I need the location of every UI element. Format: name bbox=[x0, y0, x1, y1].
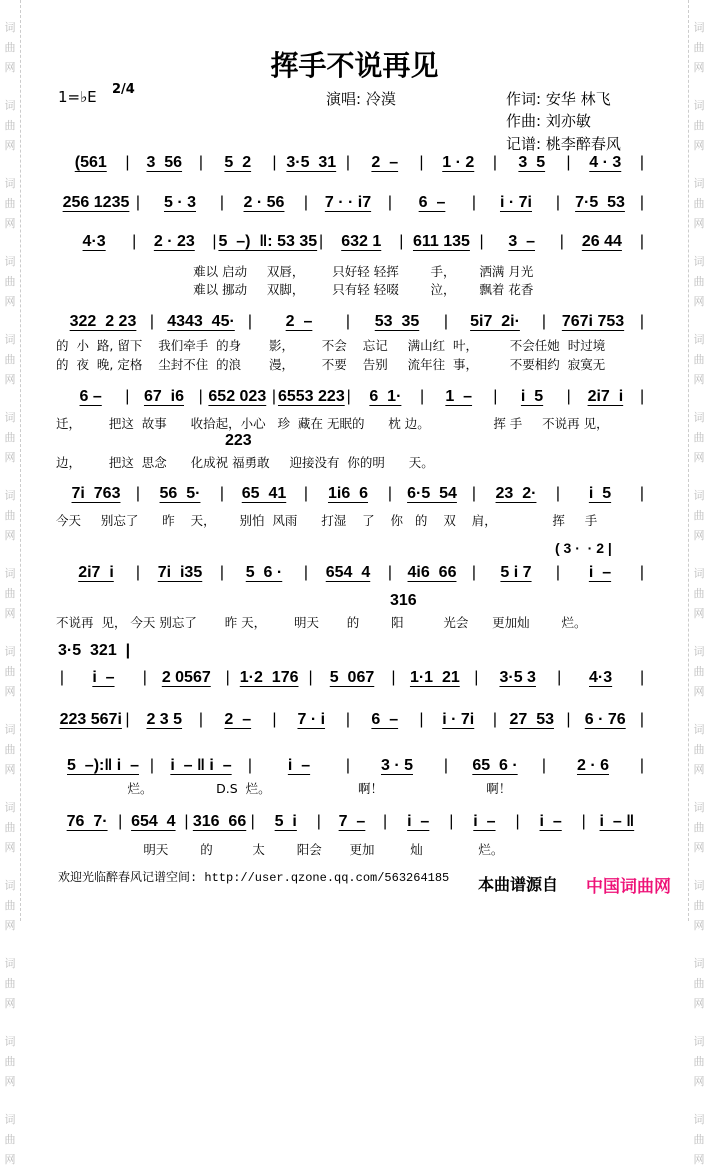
bar-line: | bbox=[198, 154, 204, 171]
composer: 作曲: 刘亦敏 bbox=[506, 112, 591, 130]
bar-line: | bbox=[493, 388, 498, 405]
bar-line: | bbox=[555, 485, 561, 502]
measure: 2 – bbox=[285, 313, 313, 330]
measure: 5 2 bbox=[224, 154, 252, 171]
watermark-char: 词 bbox=[4, 879, 16, 892]
notation-row bbox=[58, 386, 646, 408]
measure: 611 135 bbox=[412, 233, 470, 250]
watermark-char: 网 bbox=[4, 217, 16, 230]
watermark-char: 词 bbox=[4, 1113, 16, 1126]
measure: i – bbox=[92, 669, 115, 686]
watermark-char: 网 bbox=[693, 139, 705, 152]
lyricist: 作词: 安华 林飞 bbox=[506, 90, 611, 108]
notation-pre-row-8: 3·5 321 | bbox=[58, 642, 131, 659]
bar-line: | bbox=[471, 564, 477, 581]
watermark-char: 曲 bbox=[4, 743, 16, 756]
volta-notes: ( 3 · · 2 | bbox=[555, 540, 612, 556]
measure: 56 5· bbox=[159, 485, 201, 502]
measure: 2 · 23 bbox=[153, 233, 195, 250]
measure: 3 56 bbox=[146, 154, 183, 171]
watermark-char: 网 bbox=[4, 1153, 16, 1166]
measure: 4i6 66 bbox=[407, 564, 457, 581]
watermark-char: 词 bbox=[4, 1035, 16, 1048]
bar-line: | bbox=[419, 388, 425, 405]
watermark-char: 词 bbox=[4, 957, 16, 970]
watermark-char: 曲 bbox=[4, 899, 16, 912]
watermark-char: 词 bbox=[4, 255, 16, 268]
watermark-char: 词 bbox=[693, 567, 705, 580]
watermark-char: 网 bbox=[4, 763, 16, 776]
bar-line: | bbox=[149, 757, 155, 774]
watermark-char: 曲 bbox=[4, 509, 16, 522]
measure: i · 7i bbox=[442, 711, 475, 728]
watermark-char: 曲 bbox=[4, 197, 16, 210]
bar-line: | bbox=[303, 194, 309, 211]
bar-line: | bbox=[557, 669, 562, 686]
watermark-char: 曲 bbox=[693, 509, 705, 522]
bar-line: | bbox=[471, 485, 477, 502]
watermark-char: 词 bbox=[693, 1035, 705, 1048]
lyrics-line: 迁， 把这 故事 收拾起，小心 珍 藏在 无眠的 枕 边。 挥 手 不说再 见， bbox=[56, 416, 609, 431]
measure: 5 –) ‖: 53 35 bbox=[218, 233, 318, 250]
measure: 1·1 21 bbox=[409, 669, 460, 686]
watermark-char: 曲 bbox=[4, 665, 16, 678]
watermark-char: 网 bbox=[693, 373, 705, 386]
bar-line: | bbox=[59, 669, 65, 686]
watermark-char: 曲 bbox=[4, 353, 16, 366]
lyrics-line: 难以 挪动 双脚， 只有轻 轻啜 泣， 飘着 花香 bbox=[58, 282, 534, 297]
measure: 654 4 bbox=[325, 564, 371, 581]
measure: 1i6 6 bbox=[327, 485, 369, 502]
watermark-char: 词 bbox=[693, 1113, 705, 1126]
bar-line: | bbox=[346, 388, 351, 405]
bar-line: | bbox=[566, 388, 571, 405]
measure: 7 · i bbox=[297, 711, 326, 728]
notation-row bbox=[58, 709, 646, 731]
bar-line: | bbox=[449, 813, 454, 830]
watermark-char: 网 bbox=[693, 295, 705, 308]
alt-notes-316: 316 bbox=[390, 592, 417, 609]
measure: 6553 223 bbox=[277, 388, 345, 405]
measure: 2 – bbox=[224, 711, 252, 728]
bar-line: | bbox=[639, 313, 645, 330]
measure: 6·5 54 bbox=[407, 485, 457, 502]
measure: i – bbox=[407, 813, 430, 830]
measure: i 5 bbox=[588, 485, 612, 502]
watermark-char: 词 bbox=[4, 411, 16, 424]
bar-line: | bbox=[345, 313, 351, 330]
bar-line: | bbox=[219, 194, 225, 211]
bar-line: | bbox=[303, 564, 309, 581]
watermark-char: 曲 bbox=[693, 119, 705, 132]
bar-line: | bbox=[581, 813, 586, 830]
watermark-char: 词 bbox=[4, 645, 16, 658]
measure: 26 44 bbox=[581, 233, 622, 250]
measure: 223 567i bbox=[59, 711, 122, 728]
measure: 2i7 i bbox=[587, 388, 624, 405]
notation-row bbox=[58, 152, 646, 174]
watermark-char: 词 bbox=[4, 177, 16, 190]
song-title: 挥手不说再见 bbox=[270, 49, 439, 82]
bar-line: | bbox=[303, 485, 309, 502]
watermark-char: 曲 bbox=[4, 821, 16, 834]
watermark-char: 词 bbox=[693, 723, 705, 736]
bar-line: | bbox=[345, 711, 351, 728]
bar-line: | bbox=[639, 194, 645, 211]
lyrics-line: 今天 别忘了 昨 天， 别怕 风雨 打湿 了 你 的 双 肩， 挥 手 bbox=[56, 513, 598, 528]
bar-line: | bbox=[271, 388, 277, 405]
watermark-char: 曲 bbox=[693, 41, 705, 54]
bar-line: | bbox=[474, 669, 479, 686]
watermark-char: 词 bbox=[693, 957, 705, 970]
watermark-right bbox=[688, 0, 709, 1166]
watermark-char: 曲 bbox=[693, 275, 705, 288]
bar-line: | bbox=[399, 233, 404, 250]
time-signature: 2/4 bbox=[112, 82, 135, 97]
watermark-char: 词 bbox=[693, 801, 705, 814]
watermark-char: 曲 bbox=[4, 977, 16, 990]
measure: 3 5 bbox=[518, 154, 546, 171]
bar-line: | bbox=[132, 233, 137, 250]
watermark-char: 词 bbox=[4, 99, 16, 112]
watermark-char: 词 bbox=[4, 489, 16, 502]
bar-line: | bbox=[479, 233, 484, 250]
watermark-char: 网 bbox=[4, 61, 16, 74]
measure: i – bbox=[588, 564, 612, 581]
measure: 5 · 3 bbox=[163, 194, 196, 211]
bar-line: | bbox=[471, 194, 477, 211]
bar-line: | bbox=[559, 233, 564, 250]
watermark-char: 网 bbox=[693, 1075, 705, 1088]
measure: 316 66 bbox=[192, 813, 247, 830]
watermark-char: 词 bbox=[4, 723, 16, 736]
footer-note: 欢迎光临醉春风记谱空间: http://user.qzone.qq.com/563264185 bbox=[58, 871, 450, 885]
measure: 322 2 23 bbox=[69, 313, 137, 330]
measure: 6 1· bbox=[369, 388, 402, 405]
measure: i – bbox=[473, 813, 496, 830]
bar-line: | bbox=[198, 388, 203, 405]
bar-line: | bbox=[149, 313, 155, 330]
watermark-char: 网 bbox=[4, 919, 16, 932]
bar-line: | bbox=[555, 564, 561, 581]
watermark-char: 词 bbox=[4, 801, 16, 814]
watermark-char: 词 bbox=[4, 21, 16, 34]
bar-line: | bbox=[443, 757, 449, 774]
bar-line: | bbox=[198, 711, 204, 728]
source-label: 本曲谱源自 bbox=[478, 875, 559, 894]
measure: 2 – bbox=[371, 154, 399, 171]
measure: 2i7 i bbox=[78, 564, 114, 581]
watermark-char: 网 bbox=[693, 841, 705, 854]
bar-line: | bbox=[639, 564, 645, 581]
measure: 4 · 3 bbox=[589, 154, 622, 171]
watermark-char: 词 bbox=[693, 177, 705, 190]
bar-line: | bbox=[212, 233, 217, 250]
lyrics-line: 的 小 路, 留下 我们牵手 的身 影， 不会 忘记 满山红 叶， 不会任她 时过境 bbox=[56, 338, 606, 353]
measure: 65 41 bbox=[241, 485, 287, 502]
measure: 5i7 2i· bbox=[470, 313, 520, 330]
singer: 演唱: 冷漠 bbox=[326, 90, 396, 108]
measure: 7i i35 bbox=[157, 564, 203, 581]
bar-line: | bbox=[639, 757, 645, 774]
watermark-char: 网 bbox=[4, 997, 16, 1010]
watermark-char: 网 bbox=[4, 295, 16, 308]
bar-line: | bbox=[639, 485, 645, 502]
notation-row bbox=[58, 192, 646, 214]
watermark-char: 网 bbox=[693, 1153, 705, 1166]
bar-line: | bbox=[308, 669, 313, 686]
measure: 2 3 5 bbox=[146, 711, 183, 728]
measure: 7 – bbox=[338, 813, 366, 830]
watermark-char: 网 bbox=[4, 529, 16, 542]
bar-line: | bbox=[383, 813, 388, 830]
measure: 6 · 76 bbox=[584, 711, 626, 728]
watermark-char: 网 bbox=[4, 841, 16, 854]
measure: 4·3 bbox=[589, 669, 613, 686]
lyrics-line: 不说再 见， 今天 别忘了 昨 天， 明天 的 阳 光会 更加灿 烂。 bbox=[56, 615, 587, 630]
bar-line: | bbox=[125, 711, 130, 728]
measure: 256 1235 bbox=[62, 194, 130, 211]
lyrics-line: 难以 启动 双唇， 只好轻 轻挥 手， 洒满 月光 bbox=[58, 264, 534, 279]
bar-line: | bbox=[387, 194, 393, 211]
notation-row bbox=[58, 562, 646, 584]
watermark-char: 网 bbox=[693, 529, 705, 542]
watermark-char: 网 bbox=[4, 451, 16, 464]
bar-line: | bbox=[566, 154, 571, 171]
measure: 5 i bbox=[274, 813, 297, 830]
bar-line: | bbox=[135, 564, 141, 581]
bar-line: | bbox=[515, 813, 520, 830]
bar-line: | bbox=[639, 711, 645, 728]
watermark-char: 曲 bbox=[693, 899, 705, 912]
notation-row bbox=[58, 811, 646, 833]
lyrics-line: 的 夜 晚, 定格 尘封不住 的浪 漫， 不要 告别 流年往 事， 不要相约 寂寞无 bbox=[56, 357, 606, 372]
measure: 65 6 · bbox=[472, 757, 518, 774]
bar-line: | bbox=[387, 564, 393, 581]
measure: 2 0567 bbox=[161, 669, 211, 686]
watermark-char: 曲 bbox=[693, 821, 705, 834]
measure: 5 i 7 bbox=[500, 564, 532, 581]
watermark-char: 词 bbox=[693, 333, 705, 346]
measure: 6 – bbox=[371, 711, 399, 728]
notation-row bbox=[58, 311, 646, 333]
measure: 5 067 bbox=[329, 669, 375, 686]
measure: 4343 45· bbox=[167, 313, 235, 330]
watermark-left bbox=[0, 0, 21, 1166]
watermark-char: 网 bbox=[693, 607, 705, 620]
bar-line: | bbox=[219, 564, 225, 581]
bar-line: | bbox=[316, 813, 321, 830]
bar-line: | bbox=[419, 711, 424, 728]
measure: 3·5 3 bbox=[499, 669, 536, 686]
brand-logo: 中国词曲网 bbox=[586, 877, 671, 897]
bar-line: | bbox=[639, 388, 645, 405]
bar-line: | bbox=[125, 154, 130, 171]
bar-line: | bbox=[135, 194, 141, 211]
bar-line: | bbox=[387, 485, 393, 502]
measure: 652 023 bbox=[208, 388, 267, 405]
measure: 1 – bbox=[445, 388, 473, 405]
measure: 27 53 bbox=[509, 711, 554, 728]
measure: i – ‖ i – bbox=[170, 757, 232, 774]
measure: 2 · 6 bbox=[576, 757, 609, 774]
measure: 7·5 53 bbox=[575, 194, 625, 211]
watermark-char: 曲 bbox=[4, 119, 16, 132]
watermark-char: 词 bbox=[693, 879, 705, 892]
alt-notes-223: 223 bbox=[225, 432, 252, 449]
watermark-char: 网 bbox=[693, 919, 705, 932]
watermark-char: 网 bbox=[693, 217, 705, 230]
watermark-char: 词 bbox=[693, 21, 705, 34]
notation-row bbox=[58, 667, 646, 689]
measure: 67 i6 bbox=[143, 388, 184, 405]
measure: 632 1 bbox=[341, 233, 382, 250]
measure: 767i 753 bbox=[561, 313, 625, 330]
bar-line: | bbox=[247, 757, 253, 774]
measure: i – bbox=[287, 757, 311, 774]
watermark-char: 曲 bbox=[4, 41, 16, 54]
watermark-char: 网 bbox=[693, 61, 705, 74]
measure: i · 7i bbox=[499, 194, 532, 211]
bar-line: | bbox=[272, 154, 277, 171]
watermark-char: 网 bbox=[693, 763, 705, 776]
lyrics-line: 边， 把这 思念 化成祝 福勇敢 迎接没有 你的明 天。 bbox=[56, 455, 434, 470]
measure: 1·2 176 bbox=[239, 669, 299, 686]
measure: 3·5 31 bbox=[286, 154, 337, 171]
bar-line: | bbox=[541, 757, 547, 774]
watermark-char: 词 bbox=[693, 645, 705, 658]
measure: i – bbox=[539, 813, 562, 830]
bar-line: | bbox=[345, 154, 351, 171]
lyrics-line: 明天 的 太 阳会 更加 灿 烂。 bbox=[56, 842, 504, 857]
bar-line: | bbox=[184, 813, 189, 830]
bar-line: | bbox=[419, 154, 424, 171]
measure: 53 35 bbox=[374, 313, 420, 330]
watermark-char: 网 bbox=[693, 451, 705, 464]
watermark-char: 词 bbox=[693, 99, 705, 112]
bar-line: | bbox=[639, 669, 645, 686]
measure: 3 – bbox=[508, 233, 536, 250]
bar-line: | bbox=[247, 313, 253, 330]
bar-line: | bbox=[272, 711, 277, 728]
bar-line: | bbox=[142, 669, 147, 686]
watermark-char: 网 bbox=[4, 1075, 16, 1088]
measure: 4·3 bbox=[82, 233, 106, 250]
bar-line: | bbox=[345, 757, 351, 774]
watermark-char: 词 bbox=[693, 489, 705, 502]
watermark-char: 曲 bbox=[693, 197, 705, 210]
bar-line: | bbox=[492, 154, 498, 171]
watermark-char: 曲 bbox=[4, 1133, 16, 1146]
bar-line: | bbox=[566, 711, 571, 728]
notation-row bbox=[58, 231, 646, 253]
watermark-char: 曲 bbox=[693, 1055, 705, 1068]
watermark-char: 曲 bbox=[693, 743, 705, 756]
bar-line: | bbox=[135, 485, 141, 502]
watermark-char: 曲 bbox=[693, 431, 705, 444]
bar-line: | bbox=[639, 233, 645, 250]
watermark-char: 曲 bbox=[4, 1055, 16, 1068]
bar-line: | bbox=[225, 669, 230, 686]
watermark-char: 词 bbox=[693, 255, 705, 268]
bar-line: | bbox=[391, 669, 396, 686]
measure: 2 · 56 bbox=[243, 194, 285, 211]
bar-line: | bbox=[125, 388, 130, 405]
watermark-char: 词 bbox=[4, 567, 16, 580]
watermark-char: 网 bbox=[4, 685, 16, 698]
bar-line: | bbox=[555, 194, 561, 211]
bar-line: | bbox=[118, 813, 123, 830]
watermark-char: 曲 bbox=[693, 977, 705, 990]
watermark-char: 网 bbox=[4, 373, 16, 386]
watermark-char: 网 bbox=[4, 607, 16, 620]
watermark-char: 曲 bbox=[693, 587, 705, 600]
bar-line: | bbox=[639, 154, 645, 171]
bar-line: | bbox=[541, 313, 547, 330]
bar-line: | bbox=[319, 233, 324, 250]
watermark-char: 词 bbox=[4, 333, 16, 346]
notation-row bbox=[58, 755, 646, 777]
measure: 7 · · i7 bbox=[324, 194, 372, 211]
watermark-char: 曲 bbox=[693, 353, 705, 366]
bar-line: | bbox=[250, 813, 255, 830]
key-signature: 1=♭E bbox=[58, 88, 97, 106]
watermark-char: 曲 bbox=[693, 665, 705, 678]
measure: i – ‖ bbox=[599, 813, 635, 830]
watermark-char: 网 bbox=[693, 685, 705, 698]
bar-line: | bbox=[219, 485, 225, 502]
notation-row bbox=[58, 483, 646, 505]
lyrics-line: 烂。 D.S 烂。 啊！ 啊！ bbox=[56, 781, 512, 796]
watermark-char: 网 bbox=[693, 997, 705, 1010]
measure: 3 · 5 bbox=[380, 757, 413, 774]
watermark-char: 曲 bbox=[4, 587, 16, 600]
measure: (561 bbox=[74, 154, 107, 171]
measure: 1 · 2 bbox=[442, 154, 475, 171]
watermark-char: 曲 bbox=[4, 275, 16, 288]
watermark-char: 网 bbox=[4, 139, 16, 152]
measure: 23 2· bbox=[495, 485, 537, 502]
measure: 5 –):‖ i – bbox=[67, 757, 139, 774]
watermark-char: 词 bbox=[693, 411, 705, 424]
watermark-char: 曲 bbox=[693, 1133, 705, 1146]
measure: 7i 763 bbox=[71, 485, 121, 502]
measure: 5 6 · bbox=[245, 564, 283, 581]
transcriber: 记谱: 桃李醉春风 bbox=[506, 135, 621, 153]
watermark-char: 曲 bbox=[4, 431, 16, 444]
bar-line: | bbox=[443, 313, 449, 330]
measure: i 5 bbox=[520, 388, 544, 405]
measure: 76 7· bbox=[66, 813, 108, 830]
measure: 6 – bbox=[79, 388, 102, 405]
measure: 6 – bbox=[418, 194, 446, 211]
measure: 654 4 bbox=[131, 813, 176, 830]
bar-line: | bbox=[492, 711, 498, 728]
